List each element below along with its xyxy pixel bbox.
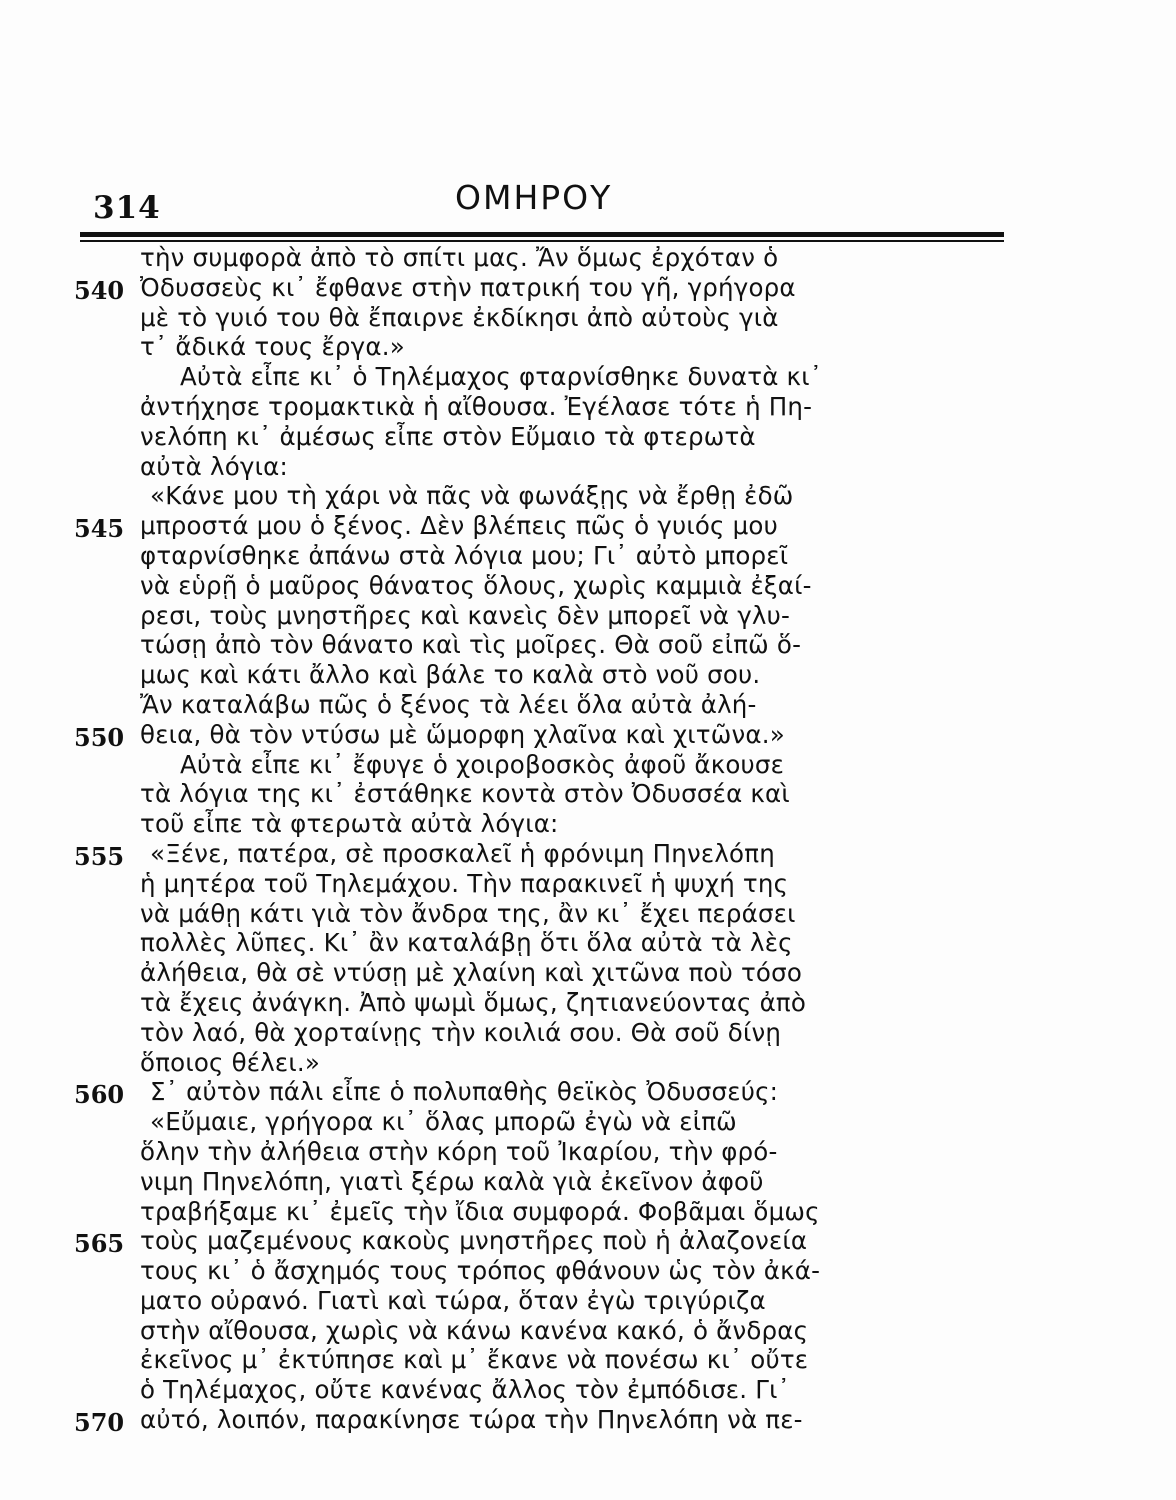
text-line [0, 809, 1176, 839]
line-text: ὁ Τηλέμαχος, οὔτε κανένας ἄλλος τὸν ἐμπόδισε. Γι᾽ [140, 1375, 791, 1405]
line-text: τοὺς μαζεμένους κακοὺς μνηστῆρες ποὺ ἡ ἀλαζονεία [140, 1226, 808, 1256]
line-text: πολλὲς λῦπες. Κι᾽ ἂν καταλάβῃ ὅτι ὅλα αὐτὰ τὰ λὲς [140, 928, 793, 958]
text-line [0, 1345, 1176, 1375]
line-text: ὅλην τὴν ἀλήθεια στὴν κόρη τοῦ Ἰκαρίου, τὴν φρό- [140, 1136, 778, 1166]
line-number: 540 [74, 275, 125, 305]
line-text: μπροστά μου ὁ ξένος. Δὲν βλέπεις πῶς ὁ γυιός μου [140, 511, 778, 541]
text-line [0, 1077, 1176, 1110]
line-text: τὰ λόγια της κι᾽ ἐστάθηκε κοντὰ στὸν Ὀδυσσέα καὶ [140, 779, 790, 809]
text-line [0, 899, 1176, 929]
line-text: Ὀδυσσεὺς κι᾽ ἔφθανε στὴν πατρική του γῆ, γρήγορα [140, 272, 796, 302]
line-text: αὐτό, λοιπόν, παρακίνησε τώρα τὴν Πηνελόπη νὰ πε- [140, 1405, 803, 1435]
line-text: νιμη Πηνελόπη, γιατὶ ξέρω καλὰ γιὰ ἐκεῖνον ἀφοῦ [140, 1166, 764, 1196]
line-number: 560 [74, 1080, 125, 1110]
page-number: 314 [93, 190, 161, 226]
line-text: Αὐτὰ εἶπε κι᾽ ἔφυγε ὁ χοιροβοσκὸς ἀφοῦ ἄκουσε [180, 749, 785, 779]
text-line [0, 690, 1176, 720]
text-line [0, 571, 1176, 601]
line-text: νὰ εὑρῇ ὁ μαῦρος θάνατος ὅλους, χωρὶς καμμιὰ ἐξαί- [140, 570, 812, 600]
text-line [0, 362, 1176, 392]
line-text: «Εὔμαιε, γρήγορα κι᾽ ὅλας μπορῶ ἐγὼ νὰ εἰπῶ [150, 1107, 737, 1137]
text-line [0, 779, 1176, 809]
line-text: μως καὶ κάτι ἄλλο καὶ βάλε το καλὰ στὸ νοῦ σου. [140, 660, 761, 690]
line-text: νελόπη κι᾽ ἀμέσως εἶπε στὸν Εὔμαιο τὰ φτερωτὰ [140, 421, 756, 451]
text-line [0, 660, 1176, 690]
line-text: Αὐτὰ εἶπε κι᾽ ὁ Τηλέμαχος φταρνίσθηκε δυνατὰ κι᾽ [180, 362, 823, 392]
text-line [0, 1107, 1176, 1137]
text-line [0, 481, 1176, 511]
line-number: 550 [74, 722, 125, 752]
text-line [0, 720, 1176, 750]
text-line [0, 273, 1176, 303]
text-line [0, 601, 1176, 631]
line-text: τους κι᾽ ὁ ἄσχημός τους τρόπος φθάνουν ὡς τὸν ἀκά- [140, 1256, 821, 1286]
line-text: «Ξένε, πατέρα, σὲ προσκαλεῖ ἡ φρόνιμη Πηνελόπη [150, 838, 775, 868]
line-text: «Κάνε μου τὴ χάρι νὰ πᾶς νὰ φωνάξῃς νὰ ἔρθῃ ἐδῶ [150, 481, 794, 511]
line-text: Ἄν καταλάβω πῶς ὁ ξένος τὰ λέει ὅλα αὐτὰ ἀλή- [140, 689, 757, 719]
line-number: 555 [74, 841, 125, 871]
line-text: στὴν αἴθουσα, χωρὶς νὰ κάνω κανένα κακό, ὁ ἄνδρας [140, 1315, 809, 1345]
line-text: θεια, θὰ τὸν ντύσω μὲ ὥμορφη χλαῖνα καὶ χιτῶνα.» [140, 719, 785, 749]
header-rule-thick [80, 232, 1004, 237]
running-title: ΟΜΗΡΟΥ [455, 178, 613, 217]
text-line [0, 1375, 1176, 1405]
line-text: ἀλήθεια, θὰ σὲ ντύσῃ μὲ χλαίνη καὶ χιτῶνα ποὺ τόσο [140, 958, 803, 988]
line-text: ἐκεῖνος μ᾽ ἐκτύπησε καὶ μ᾽ ἔκανε νὰ πονέσω κι᾽ οὔτε [140, 1345, 809, 1375]
line-text: τὰ ἔχεις ἀνάγκη. Ἀπὸ ψωμὶ ὅμως, ζητιανεύοντας ἀπὸ [140, 987, 807, 1017]
text-line [0, 958, 1176, 988]
text-line [0, 392, 1176, 422]
text-line [0, 988, 1176, 1018]
line-text: φταρνίσθηκε ἀπάνω στὰ λόγια μου; Γι᾽ αὐτὸ μπορεῖ [140, 540, 789, 570]
text-line [0, 511, 1176, 544]
text-line [0, 1256, 1176, 1286]
line-text: Σ᾽ αὐτὸν πάλι εἶπε ὁ πολυπαθὴς θεϊκὸς Ὀδυσσεύς: [150, 1077, 779, 1107]
text-line [0, 1316, 1176, 1346]
text-line [0, 1048, 1176, 1078]
header-rule-thin [80, 240, 1004, 242]
text-line [0, 1018, 1176, 1048]
text-line [0, 1405, 1176, 1438]
text-line [0, 243, 1176, 273]
text-line [0, 422, 1176, 452]
line-text: τὴν συμφορὰ ἀπὸ τὸ σπίτι μας. Ἄν ὅμως ἐρχόταν ὁ [140, 243, 779, 272]
line-number: 545 [74, 514, 125, 544]
line-text: τοῦ εἶπε τὰ φτερωτὰ αὐτὰ λόγια: [140, 809, 559, 839]
text-line [0, 839, 1176, 869]
line-number: 565 [74, 1229, 125, 1259]
text-line [0, 630, 1176, 660]
line-text: τὸν λαό, θὰ χορταίνῃς τὴν κοιλιά σου. Θὰ σοῦ δίνῃ [140, 1017, 782, 1047]
text-line [0, 1226, 1176, 1259]
text-line [0, 928, 1176, 958]
line-text: αὐτὰ λόγια: [140, 451, 288, 481]
text-line [0, 1137, 1176, 1167]
line-text: ὅποιος θέλει.» [140, 1047, 321, 1077]
text-line [0, 303, 1176, 333]
line-text: ἀντήχησε τρομακτικὰ ἡ αἴθουσα. Ἐγέλασε τότε ἡ Πη- [140, 391, 813, 421]
text-line [0, 1167, 1176, 1197]
line-text: μὲ τὸ γυιό του θὰ ἔπαιρνε ἐκδίκησι ἀπὸ αὐτοὺς γιὰ [140, 302, 779, 332]
line-text: τραβήξαμε κι᾽ ἐμεῖς τὴν ἴδια συμφορά. Φοβᾶμαι ὅμως [140, 1196, 820, 1226]
line-number: 570 [74, 1408, 125, 1438]
line-text: τώσῃ ἀπὸ τὸν θάνατο καὶ τὶς μοῖρες. Θὰ σοῦ εἰπῶ ὅ- [140, 630, 802, 660]
text-line [0, 541, 1176, 571]
text-line [0, 750, 1176, 780]
line-text: νὰ μάθῃ κάτι γιὰ τὸν ἄνδρα της, ἂν κι᾽ ἔχει περάσει [140, 898, 796, 928]
text-body [0, 243, 1176, 1438]
line-text: ρεσι, τοὺς μνηστῆρες καὶ κανεὶς δὲν μπορεῖ νὰ γλυ- [140, 600, 791, 630]
text-line [0, 332, 1176, 362]
text-line [0, 869, 1176, 899]
text-line [0, 452, 1176, 482]
line-text: τ᾽ ἄδικά τους ἔργα.» [140, 332, 405, 362]
text-line [0, 1286, 1176, 1316]
line-text: ἡ μητέρα τοῦ Τηλεμάχου. Τὴν παρακινεῖ ἡ ψυχή της [140, 868, 789, 898]
line-text: ματο οὐρανό. Γιατὶ καὶ τώρα, ὅταν ἐγὼ τριγύριζα [140, 1285, 766, 1315]
text-line [0, 1197, 1176, 1227]
